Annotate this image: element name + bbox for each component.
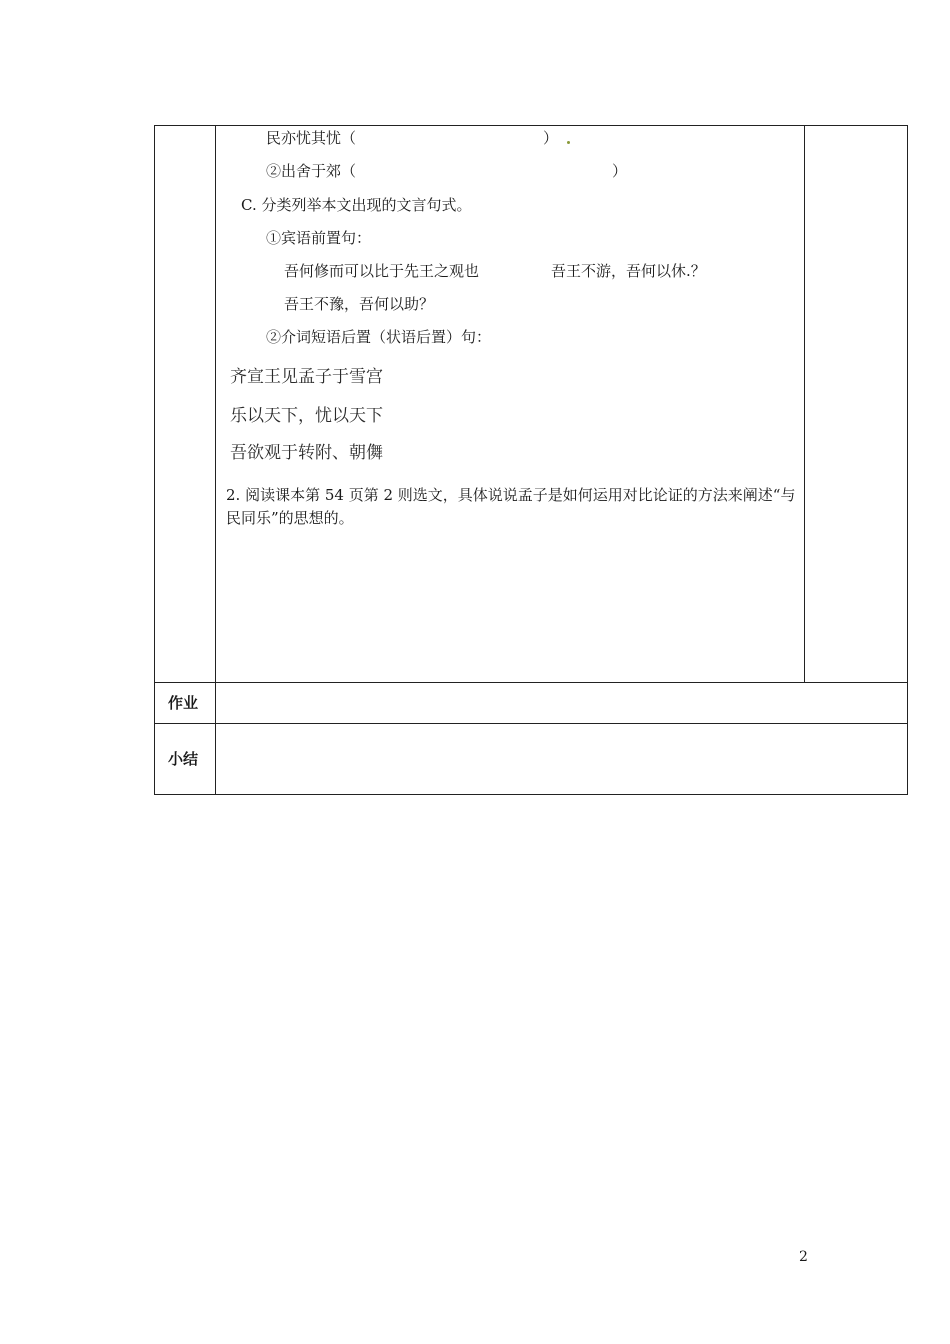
line-min-yi-you: 民亦忧其忧（ [266, 129, 357, 147]
summary-label: 小结 [168, 750, 199, 768]
object-preposing-title: ①宾语前置句： [266, 229, 372, 247]
example-sentence-3: 吾王不豫，吾何以助？ [284, 295, 435, 313]
border-top [154, 125, 908, 126]
section-c-heading: C. 分类列举本文出现的文言句式。 [241, 196, 472, 214]
line-chu-she-close: ） [612, 162, 628, 180]
border-bottom [154, 794, 908, 795]
border-col2 [804, 125, 805, 683]
border-left [154, 125, 155, 795]
line-min-yi-you-close: ） [543, 129, 559, 147]
border-right [907, 125, 908, 795]
border-row2-bottom [154, 723, 908, 724]
border-col1 [215, 125, 216, 795]
image-line-1: 齐宣王见孟子于雪宫 [230, 367, 383, 387]
stray-mark [567, 141, 570, 144]
question-2: 2. 阅读课本第 54 页第 2 则选文，具体说说孟子是如何运用对比论证的方法来阐述“与民同乐”的思想的。 [226, 486, 796, 527]
example-sentence-1: 吾何修而可以比于先王之观也 [284, 262, 480, 280]
postposed-phrase-title: ②介词短语后置（状语后置）句： [266, 328, 492, 346]
border-row1-bottom [154, 682, 908, 683]
example-sentence-2: 吾王不游，吾何以休.？ [551, 262, 706, 280]
page-number: 2 [799, 1249, 808, 1265]
image-line-2: 乐以天下，忧以天下 [230, 406, 383, 426]
homework-label: 作业 [168, 694, 199, 712]
line-chu-she: ②出舍于郊（ [266, 162, 357, 180]
image-line-3: 吾欲观于转附、朝儛 [230, 443, 383, 463]
